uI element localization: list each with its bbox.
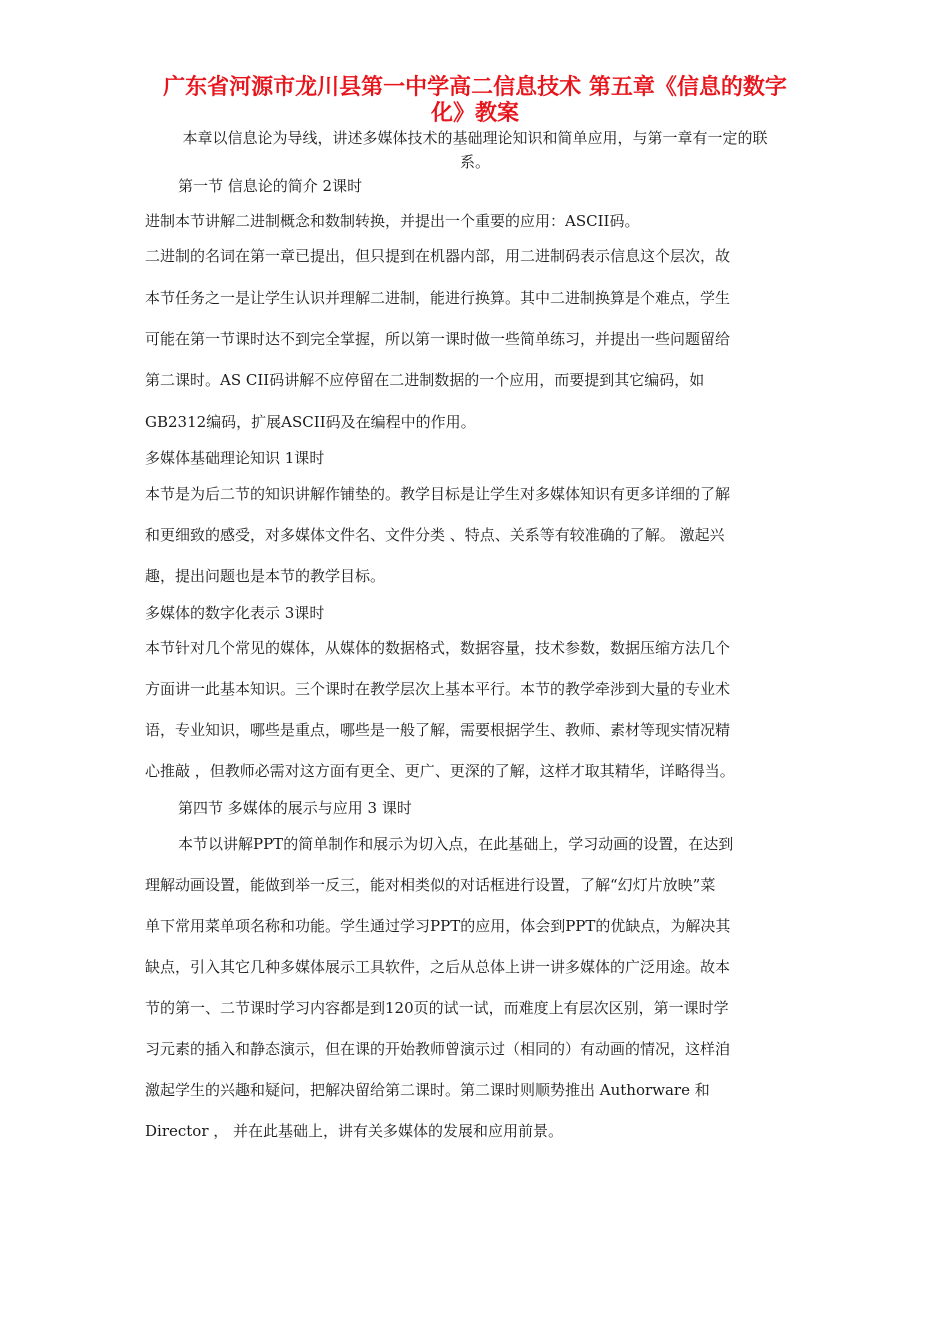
section-2-line-1: 本节是为后二节的知识讲解作铺垫的。教学目标是让学生对多媒体知识有更多详细的了解	[145, 485, 731, 503]
section-3-line-4: 心推敲 ，但教师必需对这方面有更全、更广、更深的了解，这样才取其精华，详略得当。	[145, 762, 735, 780]
section-4-heading: 第四节 多媒体的展示与应用 3 课时	[178, 799, 412, 817]
section-2-heading: 多媒体基础理论知识 1课时	[145, 449, 325, 467]
intro-line-1: 本章以信息论为导线，讲述多媒体技术的基础理论知识和简单应用，与第一章有一定的联	[182, 129, 768, 147]
section-4-line-3: 单下常用菜单项名称和功能。学生通过学习PPT的应用，体会到PPT的优缺点，为解决其	[145, 917, 731, 935]
document-title-line-1: 广东省河源市龙川县第一中学高二信息技术 第五章《信息的数字	[163, 74, 787, 100]
section-1-paragraph-2-line-2: 本节任务之一是让学生认识并理解二进制，能进行换算。其中二进制换算是个难点，学生	[145, 289, 731, 307]
section-4-line-1: 本节以讲解PPT的简单制作和展示为切入点，在此基础上，学习动画的设置，在达到	[178, 835, 734, 853]
intro-line-2: 系。	[459, 153, 490, 171]
section-4-line-6: 习元素的插入和静态演示，但在课的开始教师曾演示过（相同的）有动画的情况，这样洎	[145, 1040, 731, 1058]
section-4-line-8: Director ， 并在此基础上，讲有关多媒体的发展和应用前景。	[145, 1122, 564, 1140]
section-4-line-5: 节的第一、二节课时学习内容都是到120页的试一试，而难度上有层次区别，第一课时学	[145, 999, 729, 1017]
section-3-line-1: 本节针对几个常见的媒体，从媒体的数据格式，数据容量，技术参数，数据压缩方法几个	[145, 639, 731, 657]
section-4-line-7: 激起学生的兴趣和疑问，把解决留给第二课时。第二课时则顺势推出 Authorware 和	[145, 1081, 710, 1099]
section-1-heading: 第一节 信息论的简介 2课时	[178, 177, 363, 195]
section-2-line-2: 和更细致的感受，对多媒体文件名、文件分类 、特点、关系等有较准确的了解。 激起兴	[145, 526, 725, 544]
document-title-line-2: 化》教案	[430, 100, 519, 126]
section-1-paragraph-2-line-3: 可能在第一节课时达不到完全掌握，所以第一课时做一些简单练习，并提出一些问题留给	[145, 330, 731, 348]
section-1-paragraph-1: 进制本节讲解二进制概念和数制转换，并提出一个重要的应用：ASCII码。	[145, 212, 640, 230]
section-3-heading: 多媒体的数字化表示 3课时	[145, 604, 325, 622]
section-4-line-4: 缺点，引入其它几种多媒体展示工具软件，之后从总体上讲一讲多媒体的广泛用途。故本	[145, 958, 731, 976]
section-2-line-3: 趣，提出问题也是本节的教学目标。	[145, 567, 386, 585]
section-1-paragraph-2-line-1: 二进制的名词在第一章已提出，但只提到在机器内部，用二进制码表示信息这个层次，故	[145, 247, 731, 265]
section-3-line-3: 语，专业知识，哪些是重点，哪些是一般了解，需要根据学生、教师、素材等现实情况精	[145, 721, 731, 739]
section-4-line-2: 理解动画设置，能做到举一反三，能对相类似的对话框进行设置，了解“幻灯片放映”菜	[145, 876, 716, 894]
section-1-paragraph-2-line-5: GB2312编码，扩展ASCII码及在编程中的作用。	[145, 413, 476, 431]
section-3-line-2: 方面讲一此基本知识。三个课时在教学层次上基本平行。本节的教学牵涉到大量的专业术	[145, 680, 731, 698]
section-1-paragraph-2-line-4: 第二课时。AS CII码讲解不应停留在二进制数据的一个应用，而要提到其它编码，如	[145, 371, 705, 389]
